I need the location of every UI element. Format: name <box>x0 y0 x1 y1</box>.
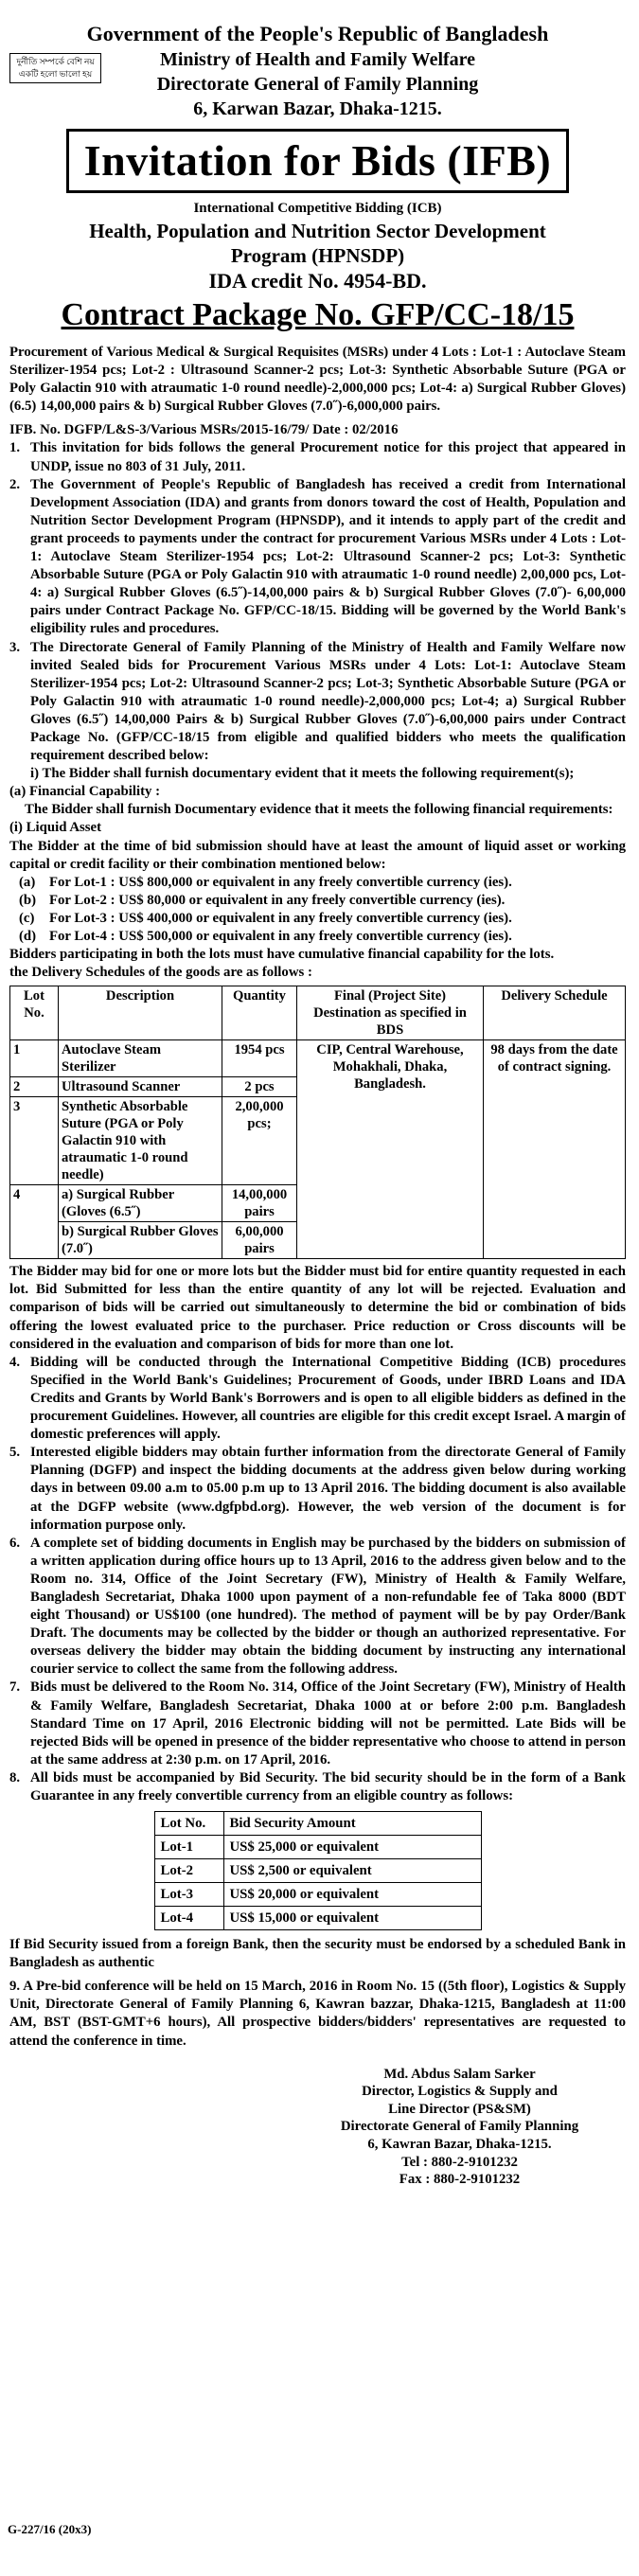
paragraph-3 <box>9 639 626 784</box>
paragraph-number: 5. <box>9 1445 21 1461</box>
program-line-2: Program (HPNSDP) <box>230 244 405 267</box>
program-line-1: Health, Population and Nutrition Sector Development <box>89 220 546 242</box>
paragraph-number: 3. <box>9 639 21 655</box>
cell-amount: US$ 25,000 or equivalent <box>223 1836 481 1859</box>
item-text: For Lot-3 : US$ 400,000 or equivalent in any freely convertible currency (ies). <box>49 910 512 926</box>
bidders-both-lots: Bidders participating in both the lots must have cumulative financial capability for the lots. <box>9 947 555 963</box>
cell-quantity: 6,00,000 pairs <box>222 1222 297 1259</box>
signatory-org: Directorate General of Family Planning <box>340 2119 579 2135</box>
item-text: For Lot-1 : US$ 800,000 or equivalent in any freely convertible currency (ies). <box>49 874 512 890</box>
paragraph-6 <box>9 1535 626 1679</box>
item-label: (a) <box>19 874 36 890</box>
cell-amount: US$ 15,000 or equivalent <box>223 1907 481 1930</box>
liquid-asset-text: The Bidder at the time of bid submission should have at least the amount of liquid asset or working capital or credit facility or their combination mentioned below: <box>9 838 626 872</box>
cell-lot: 3 <box>10 1097 59 1185</box>
paragraph-1 <box>9 439 626 475</box>
paragraph-3-requirement: i) The Bidder shall furnish documentary evident that it meets the following requirement(s); <box>30 766 575 782</box>
procurement-summary: Procurement of Various Medical & Surgical Requisites (MSRs) under 4 Lots : Lot-1 : Autoclave Steam Sterilizer-1954 pcs; Lot-2 : Ultrasound Scanner-2 pcs; Lot-3: Synthetic Absorbable Suture (PGA or Poly Galactin 910 with atraumatic 1-0 round needle)-2,000,000 pcs; Lot-4: a) Surgical Rubber Gloves) (6.5) 14,00,000 pairs & b) Surgical Rubber Gloves (7.0˝)-6,000,000 pairs. <box>9 345 626 415</box>
paragraph-number: 7. <box>9 1679 21 1696</box>
table-row <box>10 1040 626 1077</box>
cell-description: a) Surgical Rubber (Gloves (6.5˝) <box>59 1185 222 1222</box>
cell-lot: 2 <box>10 1077 59 1097</box>
badge-line-1: দুর্নীতি সম্পর্কে বেশি নয় <box>16 57 95 66</box>
paragraph-4 <box>9 1354 626 1444</box>
col-quantity: Quantity <box>222 986 297 1040</box>
cell-description: Ultrasound Scanner <box>59 1077 222 1097</box>
header-address: 6, Karwan Bazar, Dhaka-1215. <box>193 98 442 119</box>
paragraph-number: 6. <box>9 1535 21 1551</box>
col-description: Description <box>59 986 222 1040</box>
foreign-bank-note: If Bid Security issued from a foreign Bank, then the security must be endorsed by a scheduled Bank in Bangladesh as authentic <box>9 1937 626 1971</box>
government-title: Government of the People's Republic of Bangladesh <box>86 22 549 45</box>
paragraph-7 <box>9 1679 626 1768</box>
ifb-title: Invitation for Bids (IFB) <box>66 129 569 193</box>
header <box>9 21 626 121</box>
table-header-row <box>154 1812 481 1836</box>
cell-quantity: 2,00,000 pcs; <box>222 1097 297 1185</box>
item-text: For Lot-4 : US$ 500,000 or equivalent in any freely convertible currency (ies). <box>49 929 512 944</box>
item-label: (b) <box>19 892 37 908</box>
cell-lot: Lot-3 <box>154 1883 223 1907</box>
col-delivery: Delivery Schedule <box>484 986 626 1040</box>
table-row <box>154 1859 481 1883</box>
paragraph-text: A complete set of bidding documents in English may be purchased by the bidders on submission of a written application during office hours up to 13 April, 2016 to the address given below and to the Room no. 314, Office of the Joint Secretary (FW), Ministry of Health & Family Welfare, Bangladesh Secretariat, Dhaka 1000 upon payment of a non-refundable fee of Taka 8000 (BDT eight Thousand) or US$100 (one hundred). The method of payment will be by pay Order/Bank Draft. The documents may be collected by the bidder or though an authorized representative. For overseas delivery the bidder may obtain the bidding document by instructing any international courier service to collect the same from the following address. <box>30 1535 626 1678</box>
lot-finance-item <box>9 892 626 910</box>
delivery-schedule-table <box>9 986 626 1259</box>
col-destination: Final (Project Site) Destination as specified in BDS <box>297 986 484 1040</box>
cell-destination: CIP, Central Warehouse, Mohakhali, Dhaka, Bangladesh. <box>297 1040 484 1259</box>
cell-amount: US$ 2,500 or equivalent <box>223 1859 481 1883</box>
cell-quantity: 1954 pcs <box>222 1040 297 1077</box>
cell-lot: 4 <box>10 1185 59 1259</box>
col-lot-no: Lot No. <box>10 986 59 1040</box>
delivery-intro: the Delivery Schedules of the goods are as follows : <box>9 965 312 981</box>
table-header-row <box>10 986 626 1040</box>
ministry-name: Ministry of Health and Family Welfare <box>159 49 476 70</box>
lot-finance-item <box>9 874 626 892</box>
financial-capability-text: The Bidder shall furnish Documentary evidence that it meets the following financial requirements: <box>25 802 613 818</box>
paragraph-text: The Government of People's Republic of Bangladesh has received a credit from International Development Association (IDA) and grants from donors toward the cost of Health, Population and Nutrition Sector Development Program (HPNSDP), and it intends to apply part of the credit and grant proceeds to payments under the contract for procurement Various MSRs under 4 Lots : Lot-1: Autoclave Steam Sterilizer-1954 pcs; Lot-2: Ultrasound Scanner-2 pcs; Lot-3: Synthetic Absorbable Suture (PGA or Poly Galactin 910 with atraumatic 1-0 round needle) 2,00,000 pcs, Lot-4: a) Surgical Rubber Gloves (6.5˝)-14,00,000 pairs & b) Surgical Rubber Gloves (7.0˝)- 6,00,000 pairs under Contract Package No. GFP/CC-18/15. Bidding will be governed by the World Bank's eligibility rules and procedures. <box>30 476 626 637</box>
paragraph-number: 4. <box>9 1354 21 1370</box>
signatory-title-2: Line Director (PS&SM) <box>388 2101 531 2117</box>
paragraph-8 <box>9 1769 626 1805</box>
bid-security-table <box>154 1811 482 1930</box>
cell-quantity: 2 pcs <box>222 1077 297 1097</box>
anti-corruption-badge <box>9 53 101 83</box>
liquid-asset-title: (i) Liquid Asset <box>9 820 102 836</box>
paragraph-text: Interested eligible bidders may obtain further information from the directorate General of Family Planning (DGFP) and inspect the bidding documents at the address given below during working days in between 09.00 a.m to 05.00 p.m up to 13 April 2016. The bidding document is also available at the DGFP website (www.dgfpbd.org). However, the web version of the document is for information purpose only. <box>30 1445 626 1533</box>
item-label: (d) <box>19 929 37 944</box>
financial-capability-title: (a) Financial Capability : <box>9 784 161 800</box>
badge-line-2: একটি হলো ভালো হয় <box>18 69 93 79</box>
table-row <box>154 1907 481 1930</box>
cell-lot: Lot-4 <box>154 1907 223 1930</box>
paragraph-number: 8. <box>9 1769 21 1785</box>
signature-block <box>293 2066 626 2189</box>
col-lot-no: Lot No. <box>154 1812 223 1836</box>
item-label: (c) <box>19 910 35 926</box>
cell-amount: US$ 20,000 or equivalent <box>223 1883 481 1907</box>
signatory-address: 6, Kawran Bazar, Dhaka-1215. <box>367 2137 552 2153</box>
pre-bid-conference: 9. A Pre-bid conference will be held on 15 March, 2016 in Room No. 15 ((5th floor), Logistics & Supply Unit, Directorate General of Family Planning 6, Kawran bazzar, Dhaka-1215, Bangladesh at 11:00 AM, BST (BST-GMT+6 hours), All prospective bidders/bidders' representatives are requested to attend the conference in time. <box>9 1979 626 2049</box>
table-row <box>154 1883 481 1907</box>
table-row <box>154 1836 481 1859</box>
cell-description: b) Surgical Rubber Gloves (7.0˝) <box>59 1222 222 1259</box>
item-text: For Lot-2 : US$ 80,000 or equivalent in any freely convertible currency (ies). <box>49 892 506 908</box>
signatory-fax: Fax : 880-2-9101232 <box>399 2172 521 2188</box>
signatory-name: Md. Abdus Salam Sarker <box>383 2066 536 2082</box>
cell-delivery: 98 days from the date of contract signing. <box>484 1040 626 1259</box>
paragraph-text: This invitation for bids follows the general Procurement notice for this project that appeared in UNDP, issue no 803 of 31 July, 2011. <box>30 440 626 474</box>
cell-description: Synthetic Absorbable Suture (PGA or Poly Galactin 910 with atraumatic 1-0 round needle) <box>59 1097 222 1185</box>
paragraph-number: 2. <box>9 476 21 492</box>
bidder-may-bid: The Bidder may bid for one or more lots but the Bidder must bid for entire quantity requested in each lot. Bid Submitted for less than the entire quantity of any lot will be rejected. Evaluation and comparison of bids will be carried out simultaneously to determine the bid or combination of bids offering the lowest evaluated price to the purchaser. Price reduction or Cross discounts will be considered in the evaluation and comparison of bids for more than one lot. <box>9 1264 626 1352</box>
contract-package: Contract Package No. GFP/CC-18/15 <box>61 297 575 332</box>
cell-lot: 1 <box>10 1040 59 1077</box>
paragraph-text: Bids must be delivered to the Room No. 314, Office of the Joint Secretary (FW), Ministry of Health & Family Welfare, Bangladesh Secretariat, Dhaka 1000 at or before 2:00 p.m. Bangladesh Standard Time on 17 April, 2016 Electronic bidding will not be permitted. Late Bids will be rejected Bids will be opened in presence of the bidder representative who choose to attend in person at the same address at 2:30 p.m. on 17 April, 2016. <box>30 1679 626 1768</box>
lot-finance-item <box>9 910 626 928</box>
footer-code: G-227/16 (20x3) <box>8 2522 92 2536</box>
paragraph-number: 1. <box>9 440 21 456</box>
signatory-tel: Tel : 880-2-9101232 <box>401 2154 518 2170</box>
paragraph-3-main: The Directorate General of Family Planning of the Ministry of Health and Family Welfare now invited Sealed bids for Procurement Various MSRs under 4 Lots: Lot-1: Autoclave Steam Sterilizer-1954 pcs; Lot-2: Ultrasound Scanner-2 pcs; Lot-3; Synthetic Absorbable Suture (PGA or Poly Galactin 910 with atraumatic 1-0 round needle)-2,000,000 pcs; Lot-4; a) Surgical Rubber Gloves (6.5˝) 14,00,000 Pairs & b) Surgical Rubber Gloves (7.0˝)-6,00,000 pairs under Contract Package No. (GFP/CC-18/15 from eligible and qualified bidders who meets the qualification requirement described below: <box>30 639 626 764</box>
icb-line: International Competitive Bidding (ICB) <box>193 201 442 216</box>
lot-finance-item <box>9 928 626 946</box>
paragraph-text: All bids must be accompanied by Bid Security. The bid security should be in the form of a Bank Guarantee in any freely convertible currency from an eligible country as follows: <box>30 1769 626 1803</box>
paragraph-text: Bidding will be conducted through the International Competitive Bidding (ICB) procedures Specified in the World Bank's Guidelines; Procurement of Goods, under IBRD Loans and IDA Credits and Grants by World Bank's Borrowers and is open to all eligible bidders as defined in the procurement Guidelines. However, all countries are eligible for this credit except Israel. A margin of domestic preferences will apply. <box>30 1354 626 1443</box>
paragraph-5 <box>9 1444 626 1534</box>
paragraph-text <box>30 639 626 784</box>
paragraph-2 <box>9 476 626 639</box>
col-security-amount: Bid Security Amount <box>223 1812 481 1836</box>
signatory-title-1: Director, Logistics & Supply and <box>362 2084 558 2100</box>
cell-lot: Lot-2 <box>154 1859 223 1883</box>
ifb-number: IFB. No. DGFP/L&S-3/Various MSRs/2015-16/79/ Date : 02/2016 <box>9 422 399 438</box>
directorate-name: Directorate General of Family Planning <box>156 74 479 95</box>
cell-description: Autoclave Steam Sterilizer <box>59 1040 222 1077</box>
ida-credit: IDA credit No. 4954-BD. <box>208 269 427 293</box>
cell-quantity: 14,00,000 pairs <box>222 1185 297 1222</box>
cell-lot: Lot-1 <box>154 1836 223 1859</box>
